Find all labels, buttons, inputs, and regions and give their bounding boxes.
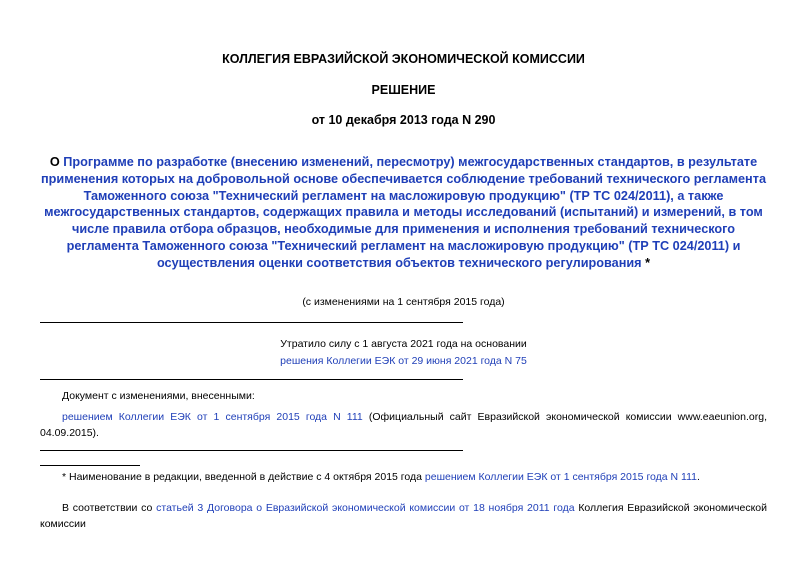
divider	[40, 450, 463, 451]
title-program-link[interactable]: Программе по разработке (внесению изменений, пересмотру) межгосударственных стандартов,	[63, 155, 674, 169]
divider	[40, 379, 463, 380]
title-footnote-mark: *	[641, 255, 651, 270]
body-rest: Коллегия Евразийской экономической комиссии	[40, 502, 767, 530]
footnote-decision-link[interactable]: решением Коллегии ЕЭК от 1 сентября 2015 года N 111	[424, 471, 697, 483]
footnote	[40, 469, 767, 485]
title-program-link-continued[interactable]: в результате применения которых на добровольной основе обеспечивается соблюдение требований технического регламента Таможенного союза "Технический регламент на масложировую продукцию" (ТР ТС 024/2011), а также межгосударственных стандартов, содержащих правила и методы исследований (испытаний) и измерений, в том числе правила отбора образцов, необходимые для применения и исполнения требований технического регламента Таможенного союза "Технический регламент на масложировую продукцию" (ТР ТС 024/2011) и осуществления оценки соответствия объектов технического регулирования	[40, 155, 766, 270]
document-type-heading: РЕШЕНИЕ	[371, 83, 436, 97]
title-prefix: О	[49, 155, 64, 169]
organization-heading: КОЛЛЕГИЯ ЕВРАЗИЙСКОЙ ЭКОНОМИЧЕСКОЙ КОМИССИИ	[222, 52, 585, 66]
amendment-source: (Официальный сайт Евразийской экономической комиссии www.eaeunion.org, 04.09.2015).	[40, 411, 767, 439]
footnote-divider	[40, 465, 140, 466]
amendment-decision-link[interactable]: решением Коллегии ЕЭК от 1 сентября 2015 года N 111	[62, 411, 363, 423]
document-title	[40, 154, 767, 272]
footnote-end: .	[697, 471, 700, 483]
lost-force-link[interactable]: решения Коллегии ЕЭК от 29 июня 2021 года N 75	[280, 355, 527, 367]
amendments-label: Документ с изменениями, внесенными:	[62, 390, 255, 402]
body-start: В соответствии со	[62, 502, 157, 514]
lost-force-text: Утратило силу с 1 августа 2021 года на основании	[280, 338, 527, 350]
body-paragraph	[40, 500, 767, 532]
changes-note: (с изменениями на 1 сентября 2015 года)	[302, 296, 505, 308]
amendments-entry	[40, 409, 767, 441]
document-date-number: от 10 декабря 2013 года N 290	[311, 113, 496, 127]
divider	[40, 322, 463, 323]
treaty-article-link[interactable]: статьей 3 Договора о Евразийской экономической комиссии от 18 ноября 2011 года	[156, 502, 575, 514]
footnote-text: * Наименование в редакции, введенной в действие с 4 октября 2015 года	[62, 471, 425, 483]
